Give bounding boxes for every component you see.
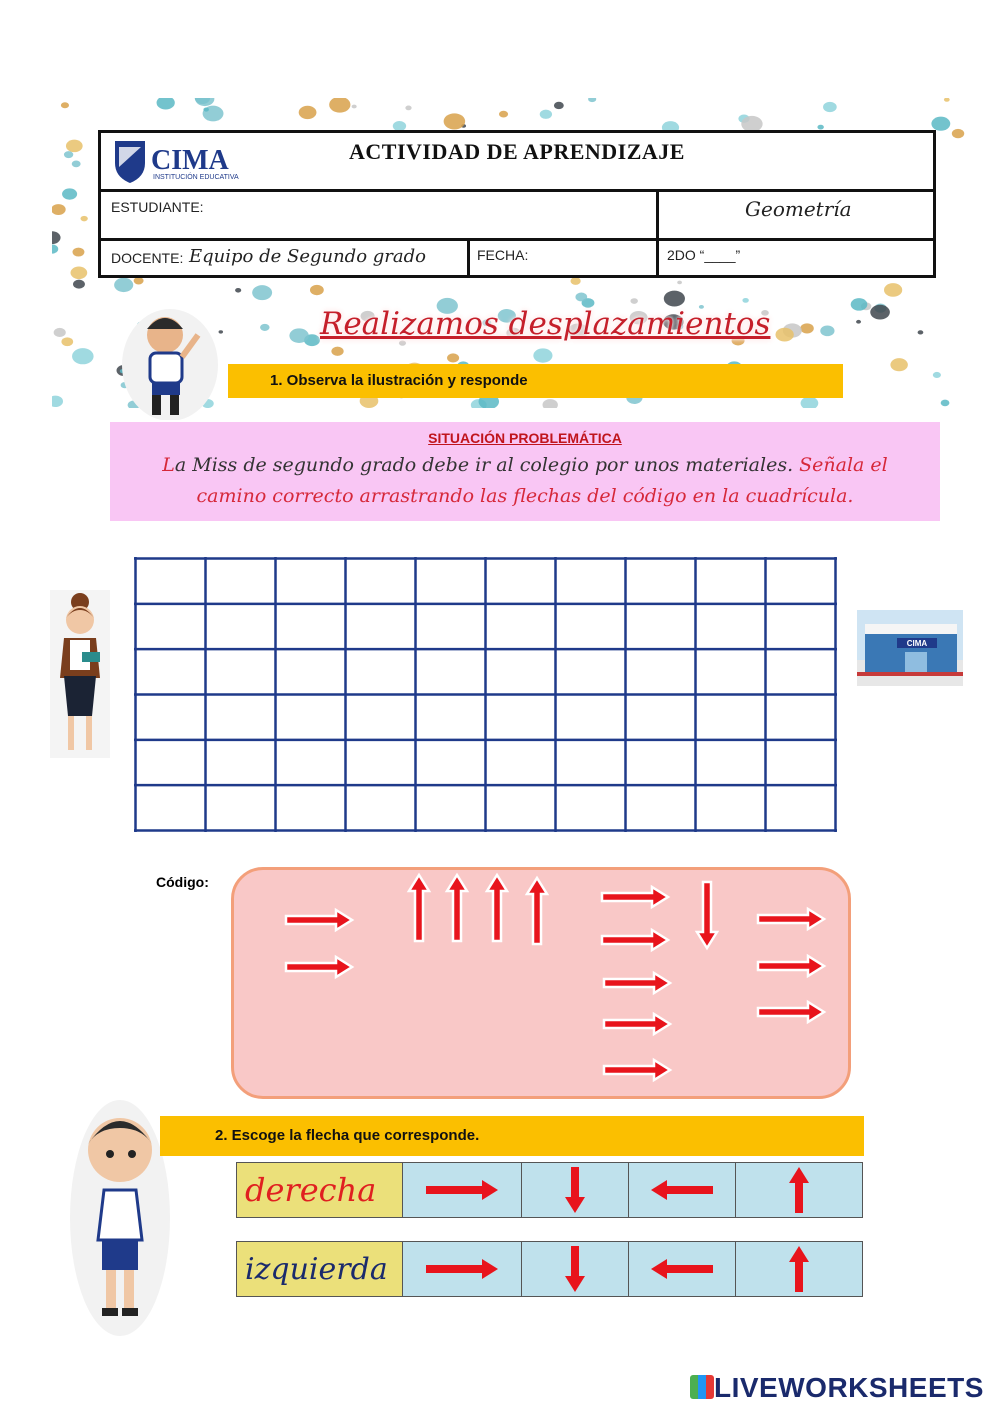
left-arrow-icon: [651, 1180, 713, 1200]
option-up-arrow[interactable]: [736, 1242, 862, 1296]
code-right-arrow-icon[interactable]: [602, 930, 668, 950]
code-panel: [231, 867, 851, 1099]
direction-row-izquierda: [236, 1241, 863, 1297]
option-right-arrow[interactable]: [403, 1242, 522, 1296]
direction-row-derecha: [236, 1162, 863, 1218]
page-heading: Realizamos desplazamientos: [320, 306, 771, 342]
code-right-arrow-icon[interactable]: [604, 973, 670, 993]
student-label: ESTUDIANTE:: [111, 199, 204, 215]
code-right-arrow-icon[interactable]: [758, 956, 824, 976]
code-label: Código:: [156, 874, 209, 890]
option-left-arrow[interactable]: [629, 1163, 736, 1217]
up-arrow-icon: [789, 1167, 809, 1213]
down-arrow-icon: [565, 1167, 585, 1213]
code-right-arrow-icon[interactable]: [286, 910, 352, 930]
header-table: [98, 130, 936, 278]
code-up-arrow-icon[interactable]: [409, 875, 429, 941]
teacher-illustration: [50, 590, 110, 758]
path-grid[interactable]: [134, 557, 837, 832]
down-arrow-icon: [565, 1246, 585, 1292]
right-arrow-icon: [426, 1259, 498, 1279]
code-down-arrow-icon[interactable]: [697, 882, 717, 948]
code-right-arrow-icon[interactable]: [286, 957, 352, 977]
subject-value: Geometría: [745, 197, 852, 221]
word-izquierda: izquierda: [237, 1242, 403, 1296]
logo-text: CIMA: [151, 145, 229, 176]
instruction-bar-2: 2. Escoge la flecha que corresponde.: [160, 1116, 864, 1156]
teacher-value: Equipo de Segundo grado: [189, 246, 426, 267]
date-label: FECHA:: [477, 247, 529, 263]
option-down-arrow[interactable]: [522, 1163, 629, 1217]
left-arrow-icon: [651, 1259, 713, 1279]
teacher-label: DOCENTE:: [111, 250, 184, 266]
code-right-arrow-icon[interactable]: [758, 909, 824, 929]
svg-text:INSTITUCIÓN EDUCATIVA: INSTITUCIÓN EDUCATIVA: [153, 174, 239, 181]
situation-title: SITUACIÓN PROBLEMÁTICA: [428, 430, 622, 446]
instruction-bar-1: 1. Observa la ilustración y responde: [228, 364, 843, 398]
option-left-arrow[interactable]: [629, 1242, 736, 1296]
code-right-arrow-icon[interactable]: [604, 1060, 670, 1080]
school-sign-text: CIMA: [906, 639, 928, 648]
word-derecha: derecha: [237, 1163, 403, 1217]
option-right-arrow[interactable]: [403, 1163, 522, 1217]
code-right-arrow-icon[interactable]: [604, 1014, 670, 1034]
option-down-arrow[interactable]: [522, 1242, 629, 1296]
school-image: [857, 610, 963, 686]
problem-situation: [110, 422, 940, 521]
boy-illustration: [120, 305, 220, 420]
code-up-arrow-icon[interactable]: [447, 875, 467, 941]
activity-title: ACTIVIDAD DE APRENDIZAJE: [349, 139, 685, 164]
option-up-arrow[interactable]: [736, 1163, 862, 1217]
thinking-boy-illustration: [70, 1098, 170, 1338]
grade-value: 2DO “____”: [667, 247, 741, 263]
situation-text: La Miss de segundo grado debe ir al colegio por unos materiales. Señala el camino correcto arrastrando las flechas del código en la cuadrícula.: [162, 454, 888, 507]
up-arrow-icon: [789, 1246, 809, 1292]
code-right-arrow-icon[interactable]: [758, 1002, 824, 1022]
liveworksheets-logo: LIVEWORKSHEETS: [690, 1372, 984, 1404]
code-right-arrow-icon[interactable]: [602, 887, 668, 907]
liveworksheets-icon: [690, 1375, 714, 1399]
code-up-arrow-icon[interactable]: [527, 878, 547, 944]
right-arrow-icon: [426, 1180, 498, 1200]
code-up-arrow-icon[interactable]: [487, 875, 507, 941]
